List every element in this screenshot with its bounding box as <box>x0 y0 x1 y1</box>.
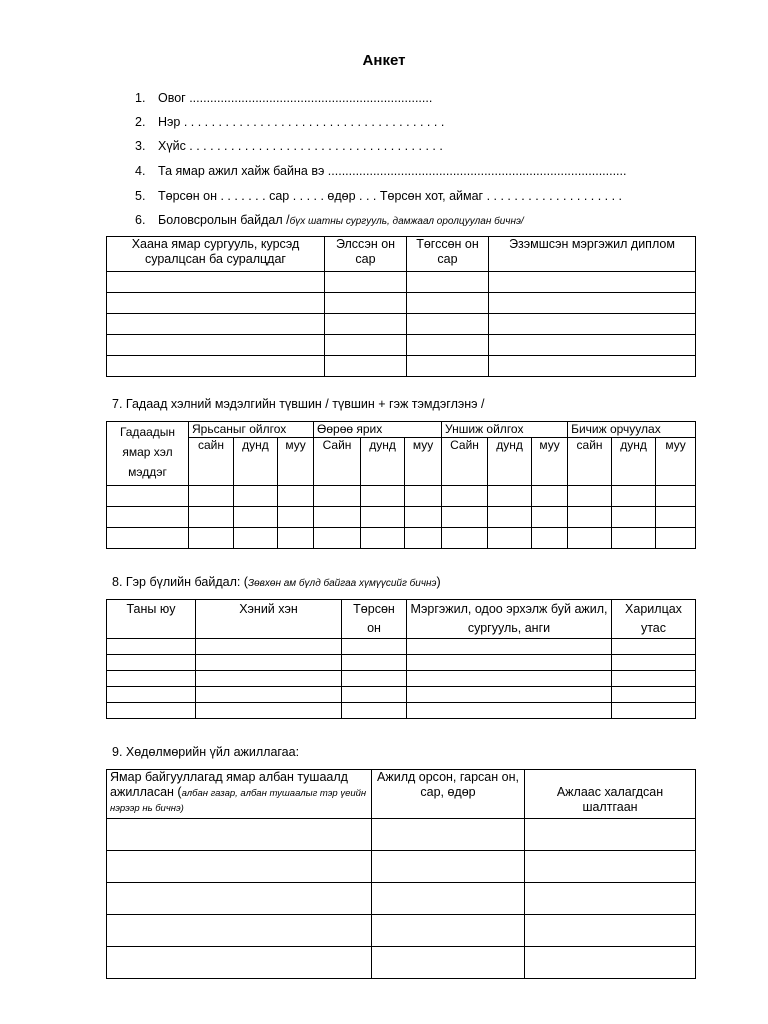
table-cell[interactable] <box>532 486 568 507</box>
item-text: Төрсөн он . . . . . . . сар . . . . . өдөр . . . Төрсөн хот, аймаг . . . . . . . . . . . . . . . . . . . . <box>158 189 623 203</box>
table-row <box>107 486 696 507</box>
table-cell[interactable] <box>361 507 405 528</box>
table-cell[interactable] <box>196 703 342 719</box>
table-cell[interactable] <box>568 507 612 528</box>
table-cell[interactable] <box>656 528 696 549</box>
table-cell[interactable] <box>234 486 278 507</box>
table-cell[interactable] <box>442 486 488 507</box>
table-cell[interactable] <box>407 655 612 671</box>
section-8-close: ) <box>436 575 441 589</box>
table-cell[interactable] <box>405 528 442 549</box>
table-cell[interactable] <box>612 486 656 507</box>
item-number: 5. <box>135 189 146 203</box>
language-col-header: Гадаадын ямар хэл мэддэг <box>107 422 189 486</box>
table-cell[interactable] <box>488 528 532 549</box>
header-cell <box>107 770 372 819</box>
table-cell[interactable] <box>532 507 568 528</box>
header-cell: Ажлаас халагдсан шалтгаан <box>525 770 696 819</box>
table-cell[interactable] <box>342 703 407 719</box>
table-cell[interactable] <box>107 883 372 915</box>
table-cell[interactable] <box>325 314 407 335</box>
item-education <box>135 211 524 229</box>
table-cell[interactable] <box>489 293 696 314</box>
header-cell: Төрсөн он <box>342 600 407 639</box>
table-cell[interactable] <box>372 883 525 915</box>
table-cell[interactable] <box>107 293 325 314</box>
item-name[interactable] <box>135 113 444 131</box>
table-cell[interactable] <box>442 528 488 549</box>
family-table <box>106 599 696 719</box>
table-cell[interactable] <box>107 703 196 719</box>
group-header: Өөрөө ярих <box>314 422 442 438</box>
table-cell[interactable] <box>278 486 314 507</box>
table-cell[interactable] <box>325 335 407 356</box>
table-cell[interactable] <box>372 915 525 947</box>
table-cell[interactable] <box>568 528 612 549</box>
item-number: 6. <box>135 213 146 227</box>
table-cell[interactable] <box>612 671 696 687</box>
item-text: Овог ...................................................................... <box>158 91 433 105</box>
level-header: дунд <box>234 438 278 486</box>
level-header: Сайн <box>314 438 361 486</box>
table-row <box>107 639 696 655</box>
table-cell[interactable] <box>189 486 234 507</box>
table-cell[interactable] <box>612 703 696 719</box>
table-cell[interactable] <box>361 486 405 507</box>
table-cell[interactable] <box>107 819 372 851</box>
table-cell[interactable] <box>405 486 442 507</box>
table-cell[interactable] <box>372 947 525 979</box>
item-number: 2. <box>135 115 146 129</box>
table-cell[interactable] <box>525 883 696 915</box>
table-cell[interactable] <box>278 528 314 549</box>
table-header-row <box>107 237 696 272</box>
table-cell[interactable] <box>107 356 325 377</box>
table-row <box>107 293 696 314</box>
table-cell[interactable] <box>407 356 489 377</box>
table-row <box>107 314 696 335</box>
table-cell[interactable] <box>107 655 196 671</box>
table-cell[interactable] <box>612 655 696 671</box>
table-cell[interactable] <box>189 528 234 549</box>
table-cell[interactable] <box>407 671 612 687</box>
table-cell[interactable] <box>107 528 189 549</box>
level-header: муу <box>405 438 442 486</box>
table-cell[interactable] <box>407 335 489 356</box>
table-cell[interactable] <box>407 293 489 314</box>
item-number: 3. <box>135 139 146 153</box>
section-8-note: Зөвхөн ам бүлд байгаа хүмүүсийг бичнэ <box>247 578 437 589</box>
table-header-row <box>107 422 696 438</box>
table-cell[interactable] <box>407 639 612 655</box>
table-cell[interactable] <box>196 639 342 655</box>
section-9-heading: 9. Хөдөлмөрийн үйл ажиллагаа: <box>112 745 300 759</box>
item-text: Нэр . . . . . . . . . . . . . . . . . . . . . . . . . . . . . . . . . . . . . . <box>158 115 445 129</box>
table-cell[interactable] <box>405 507 442 528</box>
table-row <box>107 272 696 293</box>
table-row <box>107 356 696 377</box>
header-cell: Мэргэжил, одоо эрхэлж буй ажил, сургууль, анги <box>407 600 612 639</box>
level-header: муу <box>656 438 696 486</box>
table-cell[interactable] <box>107 687 196 703</box>
table-cell[interactable] <box>568 486 612 507</box>
group-header: Ярьсаныг ойлгох <box>189 422 314 438</box>
item-text: Хүйс . . . . . . . . . . . . . . . . . . . . . . . . . . . . . . . . . . . . . <box>158 139 443 153</box>
table-row <box>107 819 696 851</box>
item-text: Боловсролын байдал / <box>158 213 290 227</box>
item-number: 1. <box>135 91 146 105</box>
table-cell[interactable] <box>107 639 196 655</box>
table-cell[interactable] <box>612 507 656 528</box>
item-surname[interactable] <box>135 89 432 107</box>
header-cell: Хаана ямар сургууль, курсэд суралцсан ба суралцдаг <box>107 237 325 272</box>
table-cell[interactable] <box>656 486 696 507</box>
table-row <box>107 883 696 915</box>
header-cell: Хэний хэн <box>196 600 342 639</box>
work-header-note: албан газар, албан тушаалыг тэр үеийн нэрээр нь бичнэ) <box>110 788 367 814</box>
table-cell[interactable] <box>325 272 407 293</box>
table-cell[interactable] <box>442 507 488 528</box>
table-cell[interactable] <box>342 687 407 703</box>
table-cell[interactable] <box>107 851 372 883</box>
item-birth[interactable] <box>135 187 622 205</box>
table-row <box>107 507 696 528</box>
table-header-row <box>107 770 696 819</box>
table-cell[interactable] <box>532 528 568 549</box>
table-cell[interactable] <box>278 507 314 528</box>
table-cell[interactable] <box>107 314 325 335</box>
group-header: Бичиж орчуулах <box>568 422 696 438</box>
table-cell[interactable] <box>612 639 696 655</box>
group-header: Уншиж ойлгох <box>442 422 568 438</box>
table-cell[interactable] <box>325 293 407 314</box>
table-cell[interactable] <box>489 314 696 335</box>
table-cell[interactable] <box>656 507 696 528</box>
table-cell[interactable] <box>525 947 696 979</box>
table-cell[interactable] <box>361 528 405 549</box>
table-cell[interactable] <box>407 272 489 293</box>
table-cell[interactable] <box>488 486 532 507</box>
table-row <box>107 915 696 947</box>
table-cell[interactable] <box>314 507 361 528</box>
table-cell[interactable] <box>107 947 372 979</box>
item-number: 4. <box>135 164 146 178</box>
table-row <box>107 671 696 687</box>
table-cell[interactable] <box>196 687 342 703</box>
level-header: Сайн <box>442 438 488 486</box>
table-cell[interactable] <box>342 639 407 655</box>
work-table <box>106 769 696 979</box>
table-row <box>107 947 696 979</box>
table-cell[interactable] <box>107 915 372 947</box>
level-header: муу <box>532 438 568 486</box>
table-cell[interactable] <box>489 272 696 293</box>
table-cell[interactable] <box>107 272 325 293</box>
table-cell[interactable] <box>234 507 278 528</box>
table-row <box>107 703 696 719</box>
table-header-row <box>107 600 696 639</box>
item-note: бүх шатны сургууль, дамжаал оролцуулан бичнэ/ <box>289 216 524 227</box>
page-title: Анкет <box>362 52 406 69</box>
table-cell[interactable] <box>612 528 656 549</box>
header-cell: Эзэмшсэн мэргэжил диплом <box>489 237 696 272</box>
table-cell[interactable] <box>407 314 489 335</box>
table-cell[interactable] <box>342 655 407 671</box>
table-cell[interactable] <box>314 528 361 549</box>
table-cell[interactable] <box>525 851 696 883</box>
level-header: сайн <box>189 438 234 486</box>
level-header: дунд <box>361 438 405 486</box>
item-gender[interactable] <box>135 137 443 155</box>
table-cell[interactable] <box>372 851 525 883</box>
table-row <box>107 335 696 356</box>
table-cell[interactable] <box>196 655 342 671</box>
language-table <box>106 421 696 549</box>
table-cell[interactable] <box>314 486 361 507</box>
table-cell[interactable] <box>234 528 278 549</box>
section-8-heading <box>112 575 441 589</box>
table-row <box>107 687 696 703</box>
item-text: Та ямар ажил хайж байна вэ ...................................................................................... <box>158 164 627 178</box>
level-header: дунд <box>612 438 656 486</box>
table-cell[interactable] <box>489 335 696 356</box>
table-cell[interactable] <box>342 671 407 687</box>
table-cell[interactable] <box>107 507 189 528</box>
section-7-heading: 7. Гадаад хэлний мэдэлгийн түвшин / түвшин + гэж тэмдэглэнэ / <box>112 397 485 411</box>
table-cell[interactable] <box>107 671 196 687</box>
table-cell[interactable] <box>196 671 342 687</box>
table-subheader-row <box>107 438 696 486</box>
table-cell[interactable] <box>407 687 612 703</box>
section-8-text: 8. Гэр бүлийн байдал: ( <box>112 575 248 589</box>
table-cell[interactable] <box>525 915 696 947</box>
level-header: дунд <box>488 438 532 486</box>
table-cell[interactable] <box>372 819 525 851</box>
table-row <box>107 528 696 549</box>
table-cell[interactable] <box>407 703 612 719</box>
table-cell[interactable] <box>489 356 696 377</box>
table-cell[interactable] <box>189 507 234 528</box>
header-cell: Элссэн он сар <box>325 237 407 272</box>
table-row <box>107 851 696 883</box>
table-cell[interactable] <box>612 687 696 703</box>
header-cell: Төгссөн он сар <box>407 237 489 272</box>
table-cell[interactable] <box>525 819 696 851</box>
level-header: муу <box>278 438 314 486</box>
item-desired-job[interactable] <box>135 162 626 180</box>
table-cell[interactable] <box>107 335 325 356</box>
work-header-text: Ямар байгууллагад ямар албан тушаалд ажилласан ( <box>110 770 348 799</box>
table-row <box>107 655 696 671</box>
table-cell[interactable] <box>488 507 532 528</box>
header-cell: Харилцах утас <box>612 600 696 639</box>
header-cell: Ажилд орсон, гарсан он, сар, өдөр <box>372 770 525 819</box>
table-cell[interactable] <box>325 356 407 377</box>
table-cell[interactable] <box>107 486 189 507</box>
header-cell: Таны юу <box>107 600 196 639</box>
education-table <box>106 236 696 377</box>
level-header: сайн <box>568 438 612 486</box>
